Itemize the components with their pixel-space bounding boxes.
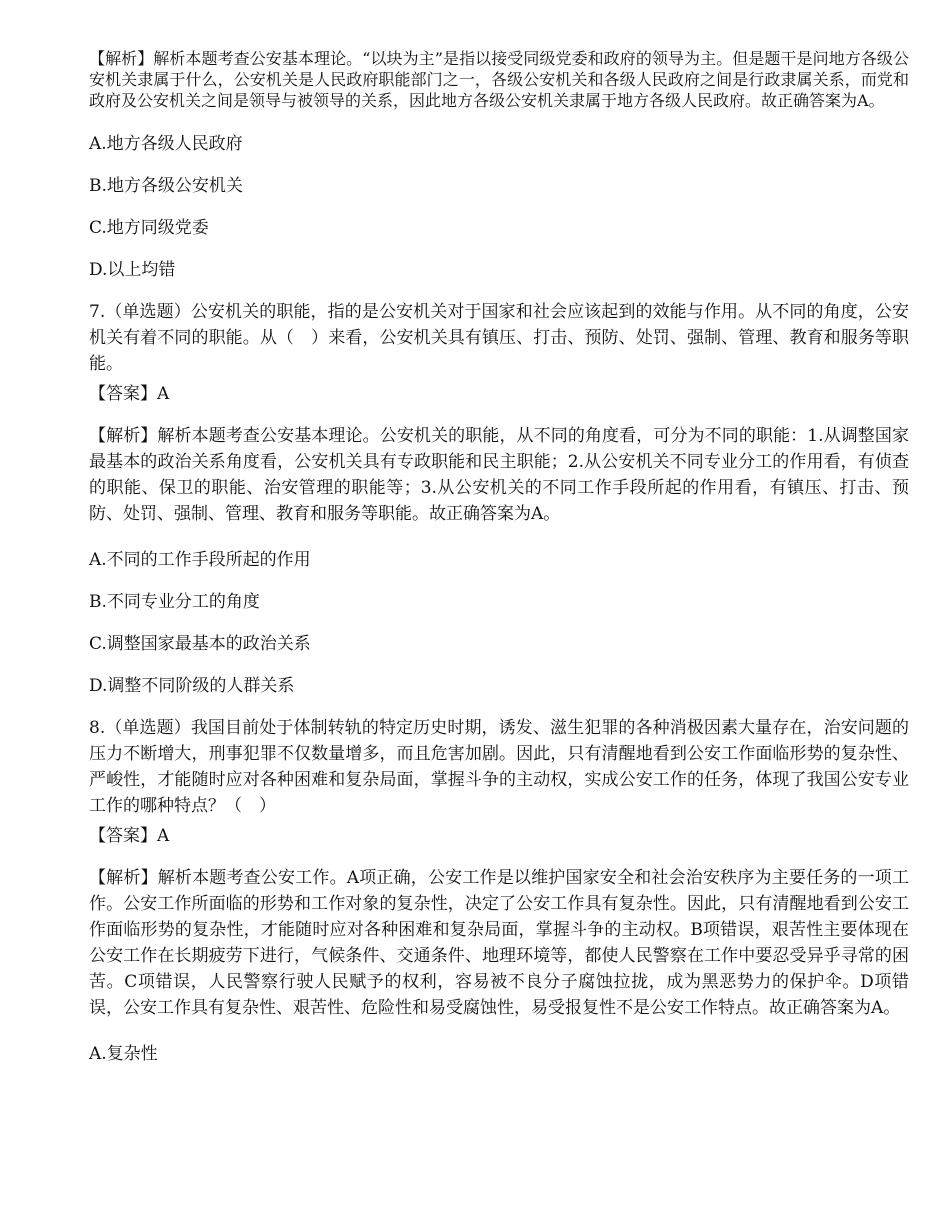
q6-option-d: D.以上均错 [89, 260, 176, 280]
q7-option-d: D.调整不同阶级的人群关系 [89, 676, 295, 696]
q6-option-c: C.地方同级党委 [89, 218, 209, 238]
q8-question: 8.（单选题）我国目前处于体制转轨的特定历史时期，诱发、滋生犯罪的各种消极因素大量存在，治安问题的压力不断增大，刑事犯罪不仅数量增多，而且危害加剧。因此，只有清醒地看到公安工作面临形势的复杂性、严峻性，才能随时应对各种困难和复杂局面，掌握斗争的主动权，实成公安工作的任务，体现了我国公安专业工作的哪种特点？（ ） [89, 718, 909, 816]
q6-analysis: 【解析】解析本题考查公安基本理论。“以块为主”是指以接受同级党委和政府的领导为主。但是题干是问地方各级公安机关隶属于什么，公安机关是人民政府职能部门之一，各级公安机关和各级人民政府之间是行政隶属关系，而党和政府及公安机关之间是领导与被领导的关系，因此地方各级公安机关隶属于地方各级人民政府。故正确答案为A。 [89, 49, 909, 110]
q8-analysis: 【解析】解析本题考查公安工作。A项正确，公安工作是以维护国家安全和社会治安秩序为主要任务的一项工作。公安工作所面临的形势和工作对象的复杂性，决定了公安工作具有复杂性。因此，只有清醒地看到公安工作面临形势的复杂性，才能随时应对各种困难和复杂局面，掌握斗争的主动权。B项错误，艰苦性主要体现在公安工作在长期疲劳下进行，气候条件、交通条件、地理环境等，都使人民警察在工作中要忍受异乎寻常的困苦。C项错误，人民警察行驶人民赋予的权利，容易被不良分子腐蚀拉拢，成为黑恶势力的保护伞。D项错误，公安工作具有复杂性、艰苦性、危险性和易受腐蚀性，易受报复性不是公安工作特点。故正确答案为A。 [89, 868, 909, 1018]
q7-analysis: 【解析】解析本题考查公安基本理论。公安机关的职能，从不同的角度看，可分为不同的职能：1.从调整国家最基本的政治关系角度看，公安机关具有专政职能和民主职能；2.从公安机关不同专业分工的作用看，有侦查的职能、保卫的职能、治安管理的职能等；3.从公安机关的不同工作手段所起的作用看，有镇压、打击、预防、处罚、强制、管理、教育和服务等职能。故正确答案为A。 [89, 426, 909, 524]
q7-question: 7.（单选题）公安机关的职能，指的是公安机关对于国家和社会应该起到的效能与作用。从不同的角度，公安机关有着不同的职能。从（ ）来看，公安机关具有镇压、打击、预防、处罚、强制、管理、教育和服务等职能。 [89, 302, 909, 374]
q7-option-a: A.不同的工作手段所起的作用 [89, 550, 311, 570]
q6-option-b: B.地方各级公安机关 [89, 176, 243, 196]
q7-option-b: B.不同专业分工的角度 [89, 592, 260, 612]
q6-option-a: A.地方各级人民政府 [89, 134, 243, 154]
q8-answer: 【答案】A [89, 826, 170, 846]
q7-option-c: C.调整国家最基本的政治关系 [89, 634, 311, 654]
document-page [89, 38, 909, 1067]
q7-answer: 【答案】A [89, 384, 170, 404]
q8-option-a: A.复杂性 [89, 1044, 158, 1064]
